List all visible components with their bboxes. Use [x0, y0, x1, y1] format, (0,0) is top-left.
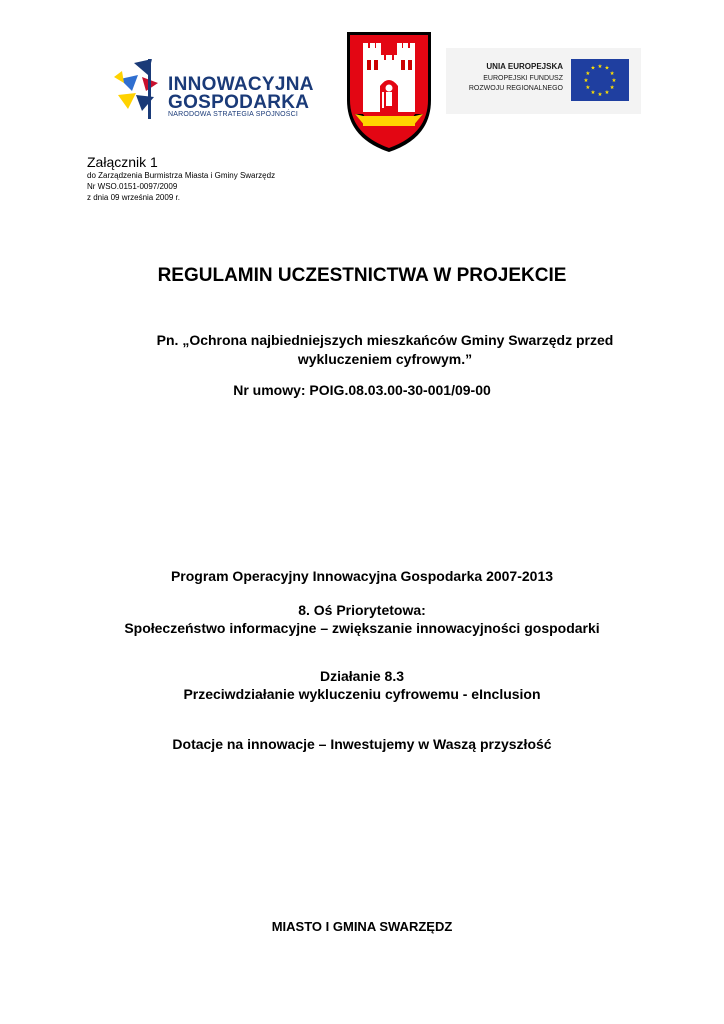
contract-number: Nr umowy: POIG.08.03.00-30-001/09-00 — [233, 382, 491, 398]
eu-star-icon: ★ — [597, 63, 603, 70]
innowacyjna-logo-line1: INNOWACYJNA — [168, 74, 314, 95]
eu-star-icon: ★ — [604, 89, 610, 96]
eu-logo-line2: EUROPEJSKI FUNDUSZ — [483, 75, 563, 82]
innowacyjna-logo-line2: GOSPODARKA — [168, 92, 310, 113]
priority-axis-name: Społeczeństwo informacyjne – zwiększanie innowacyjności gospodarki — [124, 620, 600, 636]
eu-star-icon: ★ — [590, 89, 596, 96]
eu-star-icon: ★ — [585, 84, 591, 91]
action-number: Działanie 8.3 — [319, 668, 405, 684]
eu-logo-line1: UNIA EUROPEJSKA — [486, 62, 563, 71]
attachment-line-2: Nr WSO.0151-0097/2009 — [87, 182, 178, 191]
eu-star-icon: ★ — [609, 84, 615, 91]
eu-star-icon: ★ — [604, 65, 610, 72]
attachment-line-1: do Zarządzenia Burmistrza Miasta i Gminy Swarzędz — [87, 171, 276, 180]
eu-logo-line3: ROZWOJU REGIONALNEGO — [468, 85, 563, 92]
swarzedz-coat-of-arms-icon — [345, 30, 433, 154]
innowacyjna-gospodarka-logo — [112, 55, 312, 127]
slogan: Dotacje na innowacje – Inwestujemy w Waszą przyszłość — [172, 736, 552, 752]
eu-logo — [446, 48, 641, 114]
footer-municipality: MIASTO I GMINA SWARZĘDZ — [271, 919, 453, 934]
eu-star-icon: ★ — [585, 70, 591, 77]
innowacyjna-gospodarka-mark-icon — [112, 57, 162, 123]
eu-star-icon: ★ — [597, 91, 603, 98]
program-name: Program Operacyjny Innowacyjna Gospodarka 2007-2013 — [170, 568, 554, 584]
eu-star-icon: ★ — [583, 77, 589, 84]
eu-star-icon: ★ — [611, 77, 617, 84]
priority-axis-number: 8. Oś Priorytetowa: — [298, 602, 426, 618]
eu-flag-icon — [571, 59, 629, 101]
innowacyjna-logo-line3: NARODOWA STRATEGIA SPÓJNOŚCI — [168, 111, 299, 118]
project-name: Pn. „Ochrona najbiedniejszych mieszkańców Gminy Swarzędz przed wykluczeniem cyfrowym.” — [156, 332, 614, 367]
action-name: Przeciwdziałanie wykluczeniu cyfrowemu - eInclusion — [183, 686, 541, 702]
attachment-line-3: z dnia 09 września 2009 r. — [87, 193, 180, 202]
eu-star-icon: ★ — [609, 70, 615, 77]
eu-star-icon: ★ — [590, 65, 596, 72]
attachment-title: Załącznik 1 — [87, 154, 158, 170]
document-title: REGULAMIN UCZESTNICTWA W PROJEKCIE — [157, 265, 567, 286]
